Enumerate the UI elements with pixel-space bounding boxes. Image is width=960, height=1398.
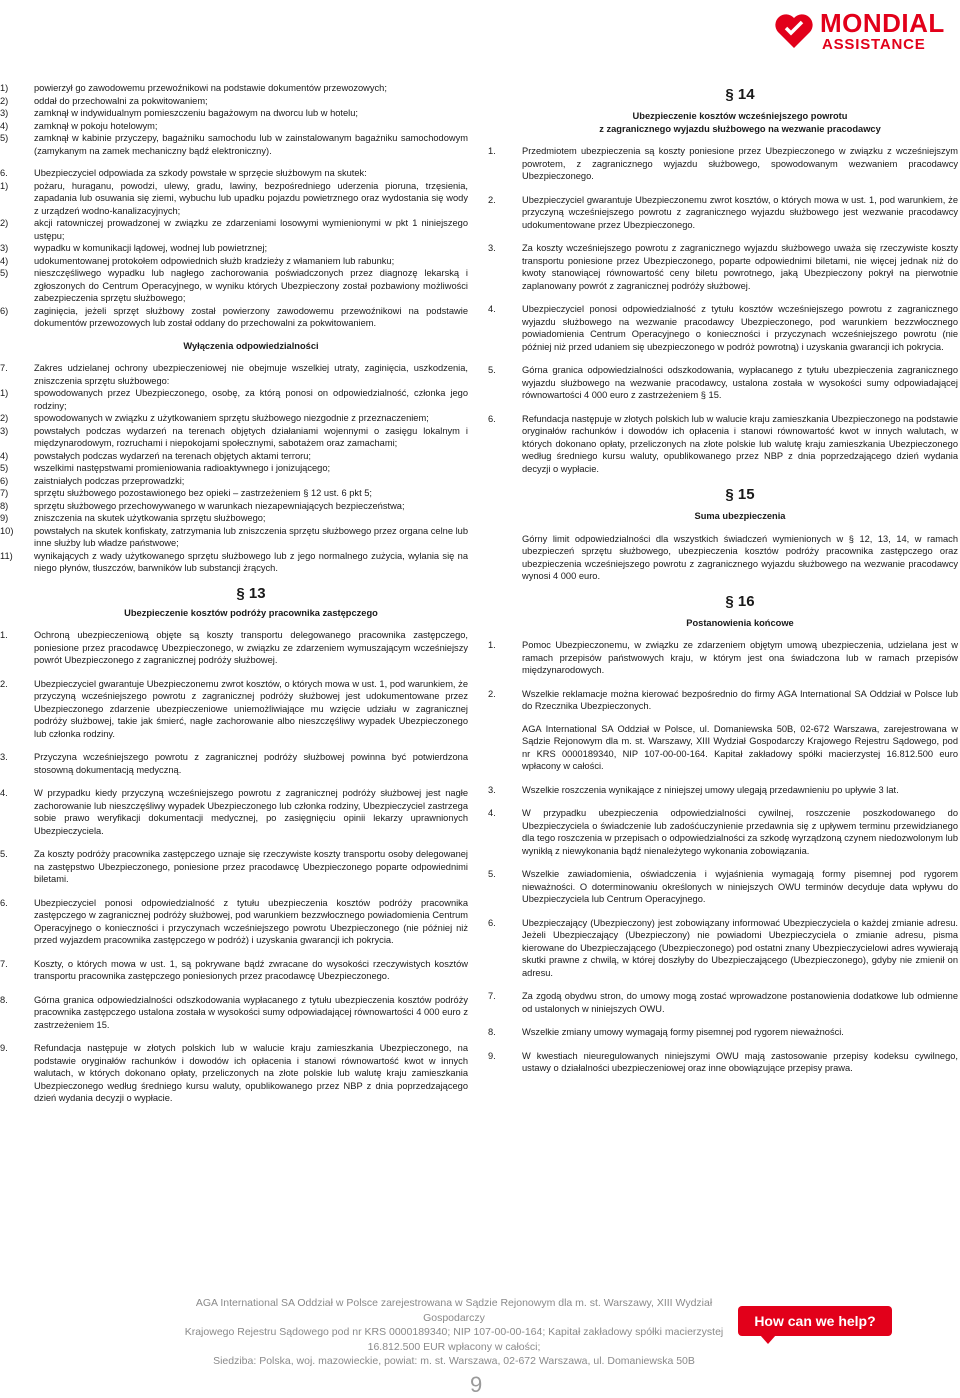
section-15-title: Suma ubezpieczenia [694, 511, 786, 521]
section-16-paragraph-number: 7. [488, 991, 496, 1001]
section-13-number: § 13 [236, 584, 266, 602]
list-item-number: 4) [0, 450, 9, 461]
section-13-paragraph [0, 994, 468, 1032]
section-14-paragraph-number: 3. [488, 243, 496, 253]
brand-subtitle: ASSISTANCE [822, 36, 926, 53]
section-15-text: Górny limit odpowiedzialności dla wszystkich świadczeń wymienionych w § 12, 13, 14, w ramach ubezpieczeń sprzętu służbowego, ubezpieczenia kosztów podróży pracownika zastępczego oraz ubezpieczenia wcześniejszego powrotu z zagranicznego wyjazdu służbowego na wezwanie pracodawcy wynosi 4 000 euro. [522, 533, 958, 581]
section-16-paragraph-text: Wszelkie zawiadomienia, oświadczenia i wyjaśnienia wymagają formy pisemnej pod rygorem nieważności. O doterminowaniu określonych w niniejszych OWU terminów decyduje data wpływu do Ubezpieczyciela lub Centrum Operacyjnego. [522, 869, 958, 904]
list-item-number: 4) [0, 120, 9, 131]
list-item-number: 2) [0, 218, 9, 228]
footer-line-2: Krajowego Rejestru Sądowego pod nr KRS 0000189340; NIP 107-00-00-164; Kapitał zakładowy spółki macierzystej 16.812.500 EUR wpłacony w całości; [184, 1326, 724, 1353]
section-14-paragraph-text: Refundacja następuje w złotych polskich lub w walucie kraju zamieszkania Ubezpieczonego na podstawie oryginałów rachunków i dowodów ich opłacenia i stanowi równowartość kwot w innych walutach, w których dokonano opłaty, przeliczonych na złote polskie lub walutę kraju zamieszkania Ubezpieczonego według średniego kursu waluty, opublikowanego przez NBP z dnia poprzedzającego dzień wydania decyzji o wypłacie. [522, 413, 958, 474]
section-16-paragraph-number: 6. [488, 917, 496, 928]
section-14-paragraph-text: Za koszty wcześniejszego powrotu z zagranicznego wyjazdu służbowego uważa się rzeczywiste koszty transportu poniesione przez Ubezpieczonego, poparte odpowiednimi biletami, nie więcej jednak niż do kwoty stanowiącej równowartość ceny biletu powrotnego, jaką Ubezpieczony pokrył na pierwotnie zaplanowany powrót z zagranicznej podróży służbowej. [522, 243, 958, 291]
section-14-paragraph-number: 6. [488, 413, 496, 424]
section-14-paragraph-text: Przedmiotem ubezpieczenia są koszty poniesione przez Ubezpieczonego w związku z wcześniejszym powrotem, z zagranicznego wyjazdu służbowego, spowodowanym wezwaniem pracodawcy Ubezpieczonego. [522, 146, 958, 181]
section-13-paragraph-number: 2. [0, 678, 8, 689]
left-column [0, 82, 468, 1116]
list-item-text: akcji ratowniczej prowadzonej w związku ze zdarzeniami losowymi wymienionymi w pkt 1 niniejszego ustępu; [34, 218, 468, 241]
list-item [0, 525, 468, 550]
section-16-paragraph [488, 868, 958, 906]
section-16-paragraph-text: W przypadku ubezpieczenia odpowiedzialności cywilnej, roszczenie poszkodowanego do Ubezpieczyciela o świadczenie lub zadośćuczynienie przedawnia się z upływem terminu przewidzianego dla tego roszczenia w przepisach o odpowiedzialności za szkodę wyrządzoną czynem niedozwolonym lub wynikłą z niewykonania bądź nienależytego wykonania zobowiązania. [522, 808, 958, 856]
section-16-paragraph-number: 8. [488, 1027, 496, 1037]
list-item-number: 6) [0, 475, 9, 486]
aga-address-text: AGA International SA Oddział w Polsce, ul. Domaniewska 50B, 02-672 Warszawa, zarejestrowana w Sądzie Rejonowym dla m. st. Warszawy, XIII Wydział Gospodarczy Krajowego Rejestru Sądowego, pod nr KRS 0000189340, NIP 107-00-00-164. Kapitał zakładowy spółki macierzystej 16.812.500 euro wpłacony w całości. [522, 723, 958, 771]
section-16-paragraph-text: Wszelkie zmiany umowy wymagają formy pisemnej pod rygorem nieważności. [522, 1027, 844, 1037]
section-13-paragraph-number: 7. [0, 958, 8, 969]
list-item [0, 180, 468, 218]
list-item-number: 1) [0, 388, 9, 398]
section-14-paragraph-text: Górna granica odpowiedzialności odszkodowania, wypłacanego z tytułu ubezpieczenia zagranicznego wyjazdu służbowego na wezwanie pracodawcy, ustalona została w wysokości sumy odpowiadającej równowartości 4 000 euro z zastrzeżeniem § 15. [522, 365, 958, 400]
section-13-paragraph-number: 6. [0, 897, 8, 908]
section-16-paragraph [488, 990, 958, 1015]
section-16-paragraph-text: Za zgodą obydwu stron, do umowy mogą zostać wprowadzone postanowienia dodatkowe lub odmienne od ustalonych w niniejszych OWU. [522, 991, 958, 1014]
section-16-title: Postanowienia końcowe [686, 617, 794, 628]
page-number: 9 [470, 1372, 483, 1397]
section-13-paragraph-number: 8. [0, 994, 8, 1005]
list-item-text: wynikających z wady użytkowanego sprzętu służbowego lub z jego normalnego zużycia, wylania się na niego płynów, tłuszczów, barwników lub substancji żrących. [34, 550, 468, 573]
right-column [488, 86, 958, 1086]
section-16-paragraph-number: 1. [488, 640, 496, 650]
section-14-paragraph [488, 145, 958, 183]
list-item [0, 450, 468, 463]
list-item-text: powierzył go zawodowemu przewoźnikowi na podstawie dokumentów przewozowych; [34, 83, 387, 93]
section-14-paragraph [488, 194, 958, 232]
list-item-number: 1) [0, 83, 9, 93]
section-14-paragraph [488, 364, 958, 402]
list-item [0, 500, 468, 513]
section-16-paragraph-text: Wszelkie roszczenia wynikające z niniejszej umowy ulegają przedawnieniu po upływie 3 lat. [522, 784, 899, 795]
section-16-paragraph-number: 2. [488, 688, 496, 699]
list-item [0, 412, 468, 425]
section-16-paragraph-text: Ubezpieczający (Ubezpieczony) jest zobowiązany informować Ubezpieczyciela o każdej zmianie adresu. Jeżeli Ubezpieczający (Ubezpieczony) nie powiadomi Ubezpieczyciela o zmianie adresu, pisma kierowane do Ubezpieczającego (Ubezpieczonego) pod ostatni znany Ubezpieczycielowi adres wywierają skutki prawne z chwilą, w której doszłyby do Ubezpieczającego (Ubezpieczonego), gdyby nie zmienił on adresu. [522, 917, 958, 978]
section-13-paragraph [0, 787, 468, 837]
list-item-text: spowodowanych w związku z użytkowaniem sprzętu służbowego niezgodnie z przeznaczeniem; [34, 413, 429, 423]
list-item [0, 120, 468, 133]
section-14-paragraph-text: Ubezpieczyciel gwarantuje Ubezpieczonemu zwrot kosztów, o których mowa w ust. 1, pod warunkiem, że przyczyną wcześniejszego powrotu z zagranicznego wyjazdu służbowego jest wezwanie pracodawcy udokumentowane przez Ubezpieczonego. [522, 194, 958, 230]
list-item [0, 217, 468, 242]
section-16-paragraph [488, 688, 958, 713]
list-item-number: 5) [0, 268, 9, 278]
section-14-paragraph-number: 4. [488, 304, 496, 314]
section-13-paragraph-text: Górna granica odpowiedzialności odszkodowania wypłacanego z tytułu ubezpieczenia kosztów podróży pracownika zastępczego ustalona została w wysokości sumy odpowiadającej równowartości 4 000 euro z zastrzeżeniem 15. [34, 994, 468, 1030]
list-item-text: wypadku w komunikacji lądowej, wodnej lub powietrznej; [34, 243, 268, 253]
list-item-text: spowodowanych przez Ubezpieczonego, osobę, za którą ponosi on odpowiedzialność, członka jego rodziny; [34, 388, 468, 411]
list-item-number: 8) [0, 500, 9, 511]
section-13-paragraph [0, 678, 468, 741]
list-item-number: 10) [0, 525, 14, 536]
section-16-paragraph-number: 5. [488, 869, 496, 879]
list-item-text: zamknął w indywidualnym pomieszczeniu bagażowym na dworcu lub w hotelu; [34, 108, 358, 118]
section-13-paragraph-text: Ubezpieczyciel ponosi odpowiedzialność z tytułu ubezpieczenia kosztów podróży pracownika zastępczego w zagranicznej podróży służbowej, pod warunkiem bezzwłocznego powiadomienia Centrum Operacyjnego o konieczności i przyczynach wcześniejszego powrotu Ubezpieczonego (nie później niż przed wyjazdem pracownika zastępczego w podróż) i uzyskania gwarancji ich pokrycia. [34, 897, 468, 945]
section-13-paragraph-text: Przyczyna wcześniejszego powrotu z zagranicznej podróży służbowej powinna być potwierdzona stosowną dokumentacją medyczną. [34, 752, 468, 775]
list-item [0, 242, 468, 255]
section-14-paragraph [488, 413, 958, 476]
section-14-title-line-2: z zagranicznego wyjazdu służbowego na wezwanie pracodawcy [599, 123, 881, 134]
list-item-number: 5) [0, 463, 9, 473]
section-14-title-line-1: Ubezpieczenie kosztów wcześniejszego powrotu [632, 111, 848, 121]
paragraph-6-text: Ubezpieczyciel odpowiada za szkody powstałe w sprzęcie służbowym na skutek: [34, 168, 367, 178]
list-item-number: 6) [0, 305, 9, 316]
footer-legal-text [180, 1296, 728, 1369]
list-item-text: sprzętu służbowego przechowywanego w warunkach niezapewniających bezpieczeństwa; [34, 500, 405, 511]
section-16-paragraph [488, 917, 958, 980]
list-item-number: 11) [0, 550, 13, 561]
list-item-number: 9) [0, 513, 9, 523]
section-16-paragraph [488, 784, 958, 797]
paragraph-7 [0, 362, 468, 387]
list-item-text: pożaru, huraganu, powodzi, ulewy, gradu, lawiny, bezpośredniego uderzenia pioruna, trzęsienia, zapadania lub osuwania się ziemi, wybuchu lub upadku pojazdu powietrznego oraz wydostania się wody z urządzeń wodno-kanalizacyjnych; [34, 180, 468, 216]
section-13-paragraph-number: 4. [0, 788, 8, 798]
list-item [0, 512, 468, 525]
list-item-text: zniszczenia na skutek użytkowania sprzętu służbowego; [34, 513, 266, 523]
list-item [0, 487, 468, 500]
section-16-paragraph [488, 1026, 958, 1039]
brand-mark-icon [772, 8, 816, 52]
section-16-paragraph-text: Pomoc Ubezpieczonemu, w związku ze zdarzeniem objętym umową ubezpieczenia, udzielana jest w ramach przepisów państwowych kraju, w którym jest ona świadczona lub w ramach przepisów międzynarodowych. [522, 640, 958, 675]
section-13-paragraph-number: 1. [0, 630, 8, 640]
list-item [0, 255, 468, 268]
section-13-paragraph [0, 751, 468, 776]
list-item-number: 2) [0, 95, 9, 106]
section-14-paragraph-text: Ubezpieczyciel ponosi odpowiedzialność z tytułu kosztów wcześniejszego powrotu z zagranicznego wyjazdu służbowego na wezwanie pracodawcy Ubezpieczonego, pod warunkiem bezzwłocznego powiadomienia Centrum Operacyjnego o konieczności i przyczynach wcześniejszego powrotu (nie później niż przed udaniem się ubezpieczonego w podróż powrotną) i uzyskania gwarancji ich pokrycia. [522, 304, 958, 352]
section-16-paragraph-text: Wszelkie reklamacje można kierować bezpośrednio do firmy AGA International SA Oddział w Polsce lub do Rzecznika Ubezpieczonych. [522, 688, 958, 711]
list-item-text: wszelkimi następstwami promieniowania radioaktywnego i jonizującego; [34, 463, 331, 473]
section-13-paragraph [0, 1042, 468, 1105]
section-13-paragraph-text: Refundacja następuje w złotych polskich lub w walucie kraju zamieszkania Ubezpieczonego, na podstawie oryginałów rachunków i dowodów ich opłacenia i stanowi równowartość kwot w innych walutach, w których dokonano opłaty, przeliczonych na złote polskie lub walutę kraju zamieszkania Ubezpieczonego według średniego kursu waluty, opublikowanego przez NBP z dnia poprzedzającego dzień wydania decyzji o wypłacie. [34, 1043, 468, 1103]
list-item [0, 305, 468, 330]
section-16-paragraph-number: 4. [488, 808, 496, 818]
section-13-paragraph [0, 897, 468, 947]
list-item [0, 550, 468, 575]
section-14-paragraph [488, 303, 958, 353]
section-13-paragraph-text: Koszty, o których mowa w ust. 1, są pokrywane bądź zwracane do wysokości rzeczywistych kosztów transportu pracownika zastępczego poniesionych przez pracodawcę Ubezpieczonego. [34, 958, 468, 981]
section-16-paragraph-number: 9. [488, 1050, 496, 1061]
section-14-paragraph-number: 5. [488, 365, 496, 375]
exclusions-heading: Wyłączenia odpowiedzialności [183, 340, 319, 351]
list-item-number: 4) [0, 255, 9, 266]
list-item-text: zaginięcia, jeżeli sprzęt służbowy został powierzony zawodowemu przewoźnikowi na podstawie dokumentów przewozowych lub został oddany do przechowalni za pokwitowaniem. [34, 305, 468, 328]
list-item [0, 95, 468, 108]
list-item-number: 3) [0, 425, 9, 436]
list-item-text: nieszczęśliwego wypadku lub nagłego zachorowania poświadczonych przez diagnozę lekarską i zgłoszonych do Centrum Operacyjnego, w wyniku których Ubezpieczony został pozbawiony możliwości zabezpieczenia sprzętu służbowego; [34, 268, 468, 303]
paragraph-6-number: 6. [0, 168, 8, 178]
list-item [0, 387, 468, 412]
list-item-text: powstałych podczas wydarzeń na terenach objętych działaniami wojennymi o zasięgu lokalnym i międzynarodowym, rozruchami i niepokojami społecznymi, sabotażem oraz zamachami; [34, 425, 468, 448]
list-item [0, 132, 468, 157]
section-13-paragraph [0, 848, 468, 886]
section-14-paragraph [488, 242, 958, 292]
list-item-number: 3) [0, 108, 9, 118]
paragraph-7-number: 7. [0, 363, 8, 373]
section-13-paragraph-text: W przypadku kiedy przyczyną wcześniejszego powrotu z zagranicznej podróży służbowej jest nagłe zachorowanie lub nieszczęśliwy wypadek Ubezpieczonego lub członka rodziny, Ubezpieczyciel zastrzega sobie prawo weryfikacji dokumentacji medycznej, po zasięgnięciu opinii lekarzy uprawnionych Ubezpieczyciela. [34, 788, 468, 836]
section-13-paragraph [0, 629, 468, 667]
section-16-paragraph [488, 1050, 958, 1075]
list-item [0, 462, 468, 475]
section-16-number: § 16 [725, 592, 755, 610]
section-15-number: § 15 [725, 486, 755, 503]
brand-name: MONDIAL [820, 8, 945, 38]
paragraph-7-text: Zakres udzielanej ochrony ubezpieczeniowej nie obejmuje wszelkiej utraty, zaginięcia, uszkodzenia, zniszczenia sprzętu służbowego: [34, 363, 468, 386]
section-13-title: Ubezpieczenie kosztów podróży pracownika zastępczego [124, 607, 378, 618]
section-13-paragraph-text: Ochroną ubezpieczeniową objęte są koszty transportu delegowanego pracownika zastępczego, poniesione przez pracodawcę Ubezpieczonego, w związku ze zdarzeniem wymuszającym wcześniejszy powrót Ubezpieczonego z zagranicznej podróży służbowej. [34, 630, 468, 665]
section-16-paragraph-text: W kwestiach nieuregulowanych niniejszymi OWU mają zastosowanie przepisy kodeksu cywilnego, ustawy o działalności ubezpieczeniowej oraz inne obowiązujące przepisy prawa. [522, 1050, 958, 1073]
section-14-paragraph-number: 1. [488, 146, 496, 156]
section-13-paragraph-number: 9. [0, 1043, 8, 1053]
list-item [0, 82, 468, 95]
section-16-paragraph-number: 3. [488, 784, 496, 795]
list-item-text: sprzętu służbowego pozostawionego bez opieki – zastrzeżeniem § 12 ust. 6 pkt 5; [34, 488, 372, 498]
list-item-text: udokumentowanej protokołem odpowiednich służb kradzieży z włamaniem lub rabunku; [34, 255, 395, 266]
section-14-number: § 14 [725, 86, 755, 103]
section-16-paragraph [488, 807, 958, 857]
section-13-paragraph-text: Ubezpieczyciel gwarantuje Ubezpieczonemu zwrot kosztów, o których mowa w ust. 1, pod warunkiem, że przyczyną wcześniejszego powrotu z zagranicznej podróży służbowej jest udokumentowane przez Ubezpieczonego zdarzenie ubezpieczeniowe uniemożliwiające mu wzięcie udziału w zagranicznej podróży służbowej, takie jak śmierć, nagłe zachorowanie albo nieszczęśliwy wypadek Ubezpieczonego lub członka rodziny. [34, 678, 468, 739]
paragraph-6 [0, 167, 468, 180]
list-item-number: 5) [0, 133, 9, 143]
section-14-paragraph-number: 2. [488, 194, 496, 205]
footer-line-1: AGA International SA Oddział w Polsce zarejestrowana w Sądzie Rejonowym dla m. st. Warszawy, XIII Wydział Gospodarczy [195, 1297, 713, 1324]
help-button[interactable]: How can we help? [738, 1306, 892, 1336]
section-13-paragraph-text: Za koszty podróży pracownika zastępczego uznaje się rzeczywiste koszty transportu osoby delegowanej na zastępstwo Ubezpieczonego, poniesione przez pracodawcę Ubezpieczonego poparte odpowiednimi biletami. [34, 849, 468, 884]
list-item-text: powstałych na skutek konfiskaty, zatrzymania lub zniszczenia sprzętu służbowego przez organa celne lub inne służby lub władze państwowe; [34, 525, 468, 548]
section-16-paragraph [488, 639, 958, 677]
list-item-number: 1) [0, 180, 9, 191]
list-item [0, 107, 468, 120]
section-13-paragraph-number: 5. [0, 849, 8, 859]
list-item-number: 2) [0, 413, 9, 423]
list-item [0, 475, 468, 488]
section-13-paragraph-number: 3. [0, 752, 8, 762]
list-item-text: oddał do przechowalni za pokwitowaniem; [34, 95, 208, 106]
list-item [0, 267, 468, 305]
list-item-number: 7) [0, 488, 9, 498]
list-item-text: zamknął w kabinie przyczepy, bagażniku samochodu lub w zainstalowanym bagażniku samochodowym (zamykanym na zamek mechaniczny bądź elektroniczny). [34, 133, 468, 156]
list-item-text: powstałych podczas wydarzeń na terenach objętych aktami terroru; [34, 450, 311, 461]
list-item-text: zamknął w pokoju hotelowym; [34, 120, 158, 131]
section-13-paragraph [0, 958, 468, 983]
footer-line-3: Siedziba: Polska, woj. mazowieckie, powiat: m. st. Warszawa, 02-672 Warszawa, ul. Domaniewska 50B [213, 1355, 695, 1367]
list-item [0, 425, 468, 450]
mondial-assistance-logo [772, 6, 956, 54]
list-item-text: zaistniałych podczas przeprowadzki; [34, 475, 185, 486]
list-item-number: 3) [0, 243, 9, 253]
